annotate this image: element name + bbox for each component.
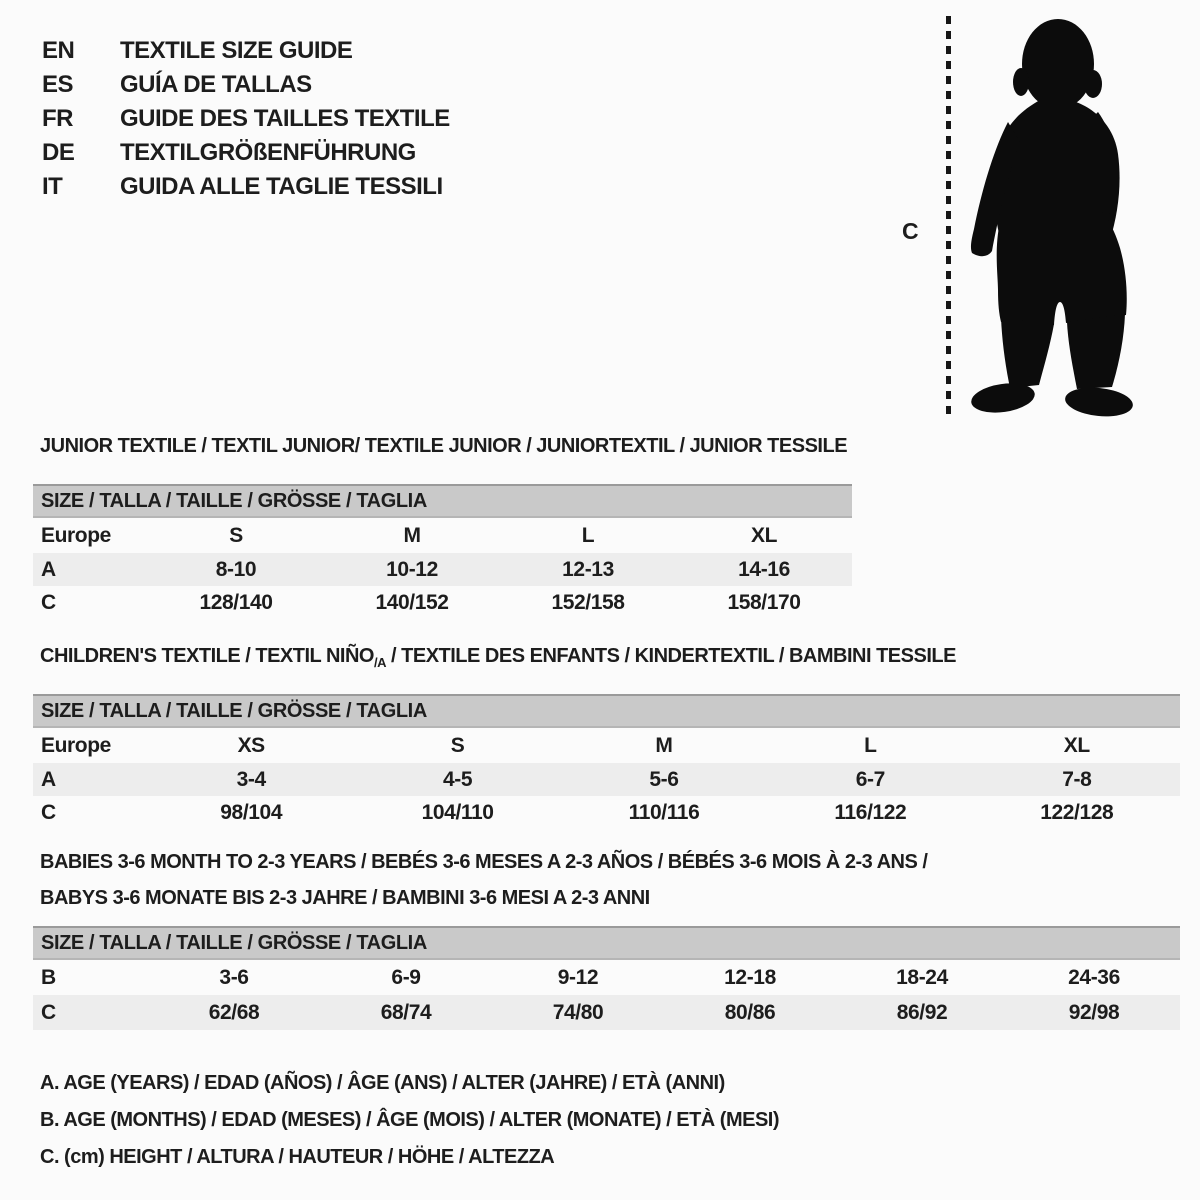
row-label-months: B [41, 965, 56, 989]
height-value: 140/152 [375, 590, 449, 614]
height-measure-dashed-line [946, 16, 951, 416]
row-label-age: A [33, 553, 148, 586]
age-value: 3-4 [148, 763, 354, 796]
nino-a-subscript: /A [373, 655, 386, 670]
age-value: 6-7 [767, 763, 973, 796]
language-code: EN [42, 37, 75, 64]
height-value: 104/110 [421, 800, 494, 824]
height-value: 98/104 [220, 800, 283, 824]
babies-section-title-line2: BABYS 3-6 MONATE BIS 2-3 JAHRE / BAMBINI 3-6 MESI A 2-3 ANNI [40, 887, 650, 909]
language-title: TEXTILE SIZE GUIDE [120, 37, 353, 64]
height-value: 68/74 [320, 995, 492, 1030]
height-value: 110/116 [628, 800, 700, 824]
babies-size-table [33, 926, 1180, 1030]
size-col-header: L [581, 523, 595, 547]
height-value: 122/128 [1040, 800, 1114, 824]
language-code: IT [42, 173, 63, 200]
size-col-header: M [403, 523, 421, 547]
size-col-header: XL [1063, 733, 1090, 757]
age-value: 4-5 [354, 763, 560, 796]
size-header-band: SIZE / TALLA / TAILLE / GRÖSSE / TAGLIA [33, 485, 852, 517]
junior-size-table [33, 484, 852, 619]
language-title: GUIDA ALLE TAGLIE TESSILI [120, 173, 443, 200]
note-age-years: A. AGE (YEARS) / EDAD (AÑOS) / ÂGE (ANS) / ALTER (JAHRE) / ETÀ (ANNI) [40, 1072, 725, 1094]
height-value: 116/122 [834, 800, 907, 824]
babies-section-title-line1: BABIES 3-6 MONTH TO 2-3 YEARS / BEBÉS 3-6 MESES A 2-3 AÑOS / BÉBÉS 3-6 MOIS À 2-3 ANS / [40, 851, 928, 873]
size-header-band: SIZE / TALLA / TAILLE / GRÖSSE / TAGLIA [33, 695, 1180, 727]
size-header-band: SIZE / TALLA / TAILLE / GRÖSSE / TAGLIA [33, 927, 1180, 959]
children-section-title: CHILDREN'S TEXTILE / TEXTIL $NIÑO_{/A}$ / TEXTILE DES ENFANTS / KINDERTEXTIL / BAMBINI TESSILE [40, 645, 956, 670]
months-value: 3-6 [219, 965, 249, 989]
junior-section-title: JUNIOR TEXTILE / TEXTIL JUNIOR/ TEXTILE JUNIOR / JUNIORTEXTIL / JUNIOR TESSILE [40, 435, 848, 457]
toddler-silhouette-image [960, 14, 1140, 418]
language-row-de [42, 141, 416, 165]
size-col-header: L [864, 733, 877, 757]
language-title: GUIDE DES TAILLES TEXTILE [120, 105, 450, 132]
language-row-fr [42, 107, 450, 131]
size-col-header: S [229, 523, 243, 547]
row-label-height: C [41, 800, 56, 824]
region-label: Europe [41, 733, 111, 757]
language-title: GUÍA DE TALLAS [120, 71, 312, 98]
language-row-it [42, 175, 443, 199]
size-col-header: S [450, 733, 465, 757]
height-value: 74/80 [492, 995, 664, 1030]
language-row-es [42, 73, 312, 97]
months-value: 9-12 [557, 965, 599, 989]
age-value: 5-6 [561, 763, 767, 796]
height-value: 62/68 [148, 995, 320, 1030]
height-value: 158/170 [727, 590, 801, 614]
age-value: 12-13 [500, 553, 676, 586]
note-height-cm: C. (cm) HEIGHT / ALTURA / HAUTEUR / HÖHE / ALTEZZA [40, 1146, 555, 1168]
age-value: 7-8 [974, 763, 1180, 796]
height-measure-label: C [902, 218, 919, 244]
age-value: 10-12 [324, 553, 500, 586]
row-label-height: C [33, 995, 148, 1030]
row-label-age: A [33, 763, 148, 796]
height-value: 80/86 [664, 995, 836, 1030]
height-value: 152/158 [551, 590, 625, 614]
months-value: 18-24 [896, 965, 948, 989]
size-col-header: XS [237, 733, 265, 757]
age-value: 14-16 [676, 553, 852, 586]
language-title: TEXTILGRÖßENFÜHRUNG [120, 139, 416, 166]
children-size-table [33, 694, 1180, 829]
age-value: 8-10 [148, 553, 324, 586]
size-col-header: XL [750, 523, 778, 547]
language-row-en [42, 39, 352, 63]
months-value: 12-18 [724, 965, 776, 989]
language-code: DE [42, 139, 75, 166]
region-label: Europe [41, 523, 111, 547]
months-value: 24-36 [1068, 965, 1120, 989]
months-value: 6-9 [391, 965, 421, 989]
row-label-height: C [41, 590, 56, 614]
language-code: FR [42, 105, 73, 132]
size-col-header: M [655, 733, 673, 757]
note-age-months: B. AGE (MONTHS) / EDAD (MESES) / ÂGE (MOIS) / ALTER (MONATE) / ETÀ (MESI) [40, 1109, 780, 1131]
height-value: 128/140 [199, 590, 273, 614]
height-value: 86/92 [836, 995, 1008, 1030]
height-value: 92/98 [1008, 995, 1180, 1030]
language-code: ES [42, 71, 74, 98]
